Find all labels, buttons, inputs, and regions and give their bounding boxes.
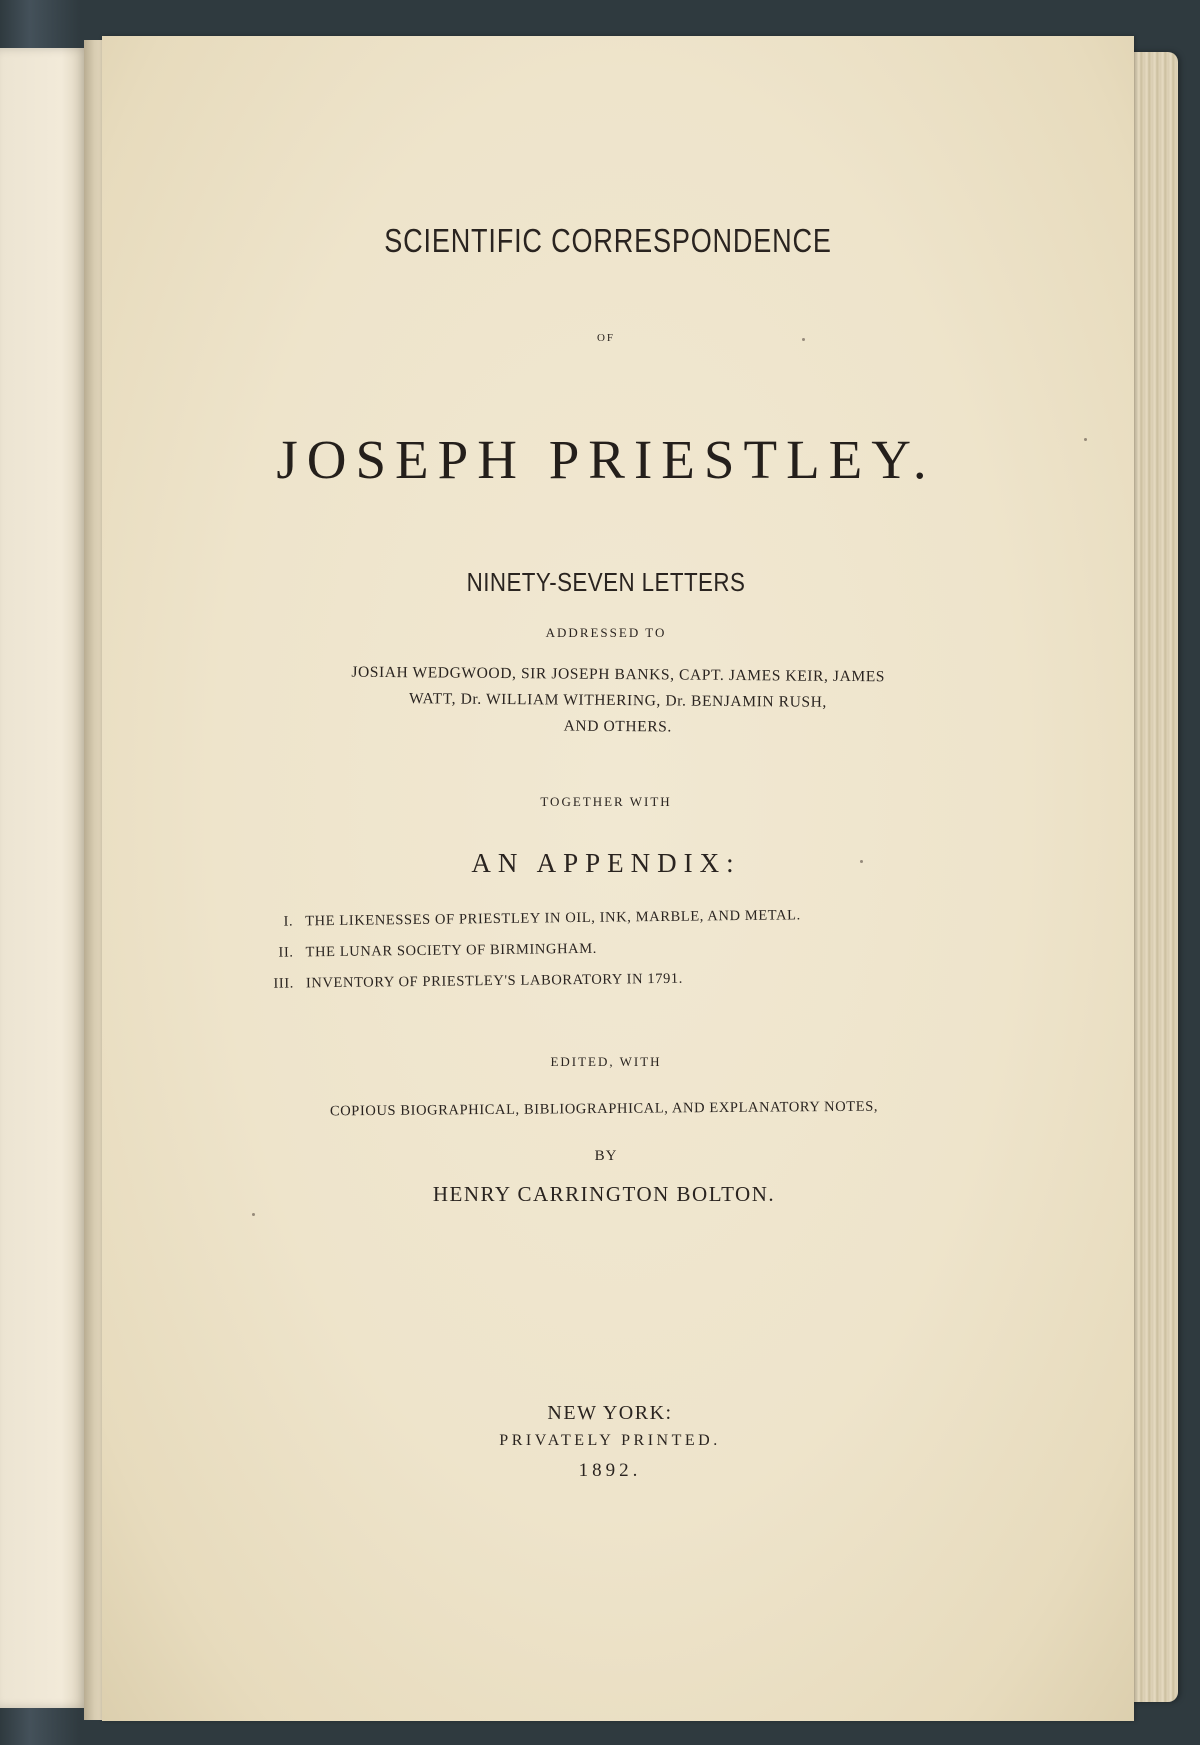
appendix-text: THE LUNAR SOCIETY OF BIRMINGHAM. <box>305 940 597 961</box>
appendix-item <box>252 961 892 1000</box>
paper-speck <box>802 338 805 341</box>
title-page <box>102 36 1134 1721</box>
paper-speck <box>252 1213 255 1216</box>
main-title: JOSEPH PRIESTLEY. <box>276 429 936 490</box>
subtitle: NINETY-SEVEN LETTERS <box>466 567 746 597</box>
paper-speck <box>1084 438 1087 441</box>
together-with: TOGETHER WITH <box>540 794 672 809</box>
appendix-text: INVENTORY OF PRIESTLEY'S LABORATORY IN 1791. <box>305 970 684 992</box>
paper-speck <box>860 860 863 863</box>
imprint-year: 1892. <box>578 1460 642 1481</box>
recipients-line: WATT, Dr. WILLIAM WITHERING, Dr. BENJAMIN RUSH, <box>409 690 827 711</box>
left-flyleaf <box>0 48 88 1708</box>
title-of: OF <box>596 332 616 344</box>
title-line-1: SCIENTIFIC CORRESPONDENCE <box>384 222 832 259</box>
appendix-numeral: III. <box>273 975 295 992</box>
appendix-text: THE LIKENESSES OF PRIESTLEY IN OIL, INK, MARBLE, AND METAL. <box>305 907 801 930</box>
appendix-numeral: II. <box>278 944 294 961</box>
appendix-list <box>251 899 892 1000</box>
by-line: BY <box>594 1148 618 1164</box>
notes-line: COPIOUS BIOGRAPHICAL, BIBLIOGRAPHICAL, AND EXPLANATORY NOTES, <box>329 1098 879 1120</box>
imprint-place: NEW YORK: <box>547 1402 673 1424</box>
recipients-line: JOSIAH WEDGWOOD, SIR JOSEPH BANKS, CAPT. JAMES KEIR, JAMES <box>351 663 886 686</box>
recipients-line: AND OTHERS. <box>563 717 672 736</box>
addressed-to: ADDRESSED TO <box>545 625 667 640</box>
recipients-block <box>102 657 1135 744</box>
author-name: HENRY CARRINGTON BOLTON. <box>432 1182 776 1206</box>
appendix-heading: AN APPENDIX: <box>471 848 741 878</box>
imprint-publisher: PRIVATELY PRINTED. <box>499 1432 721 1449</box>
appendix-numeral: I. <box>283 913 294 930</box>
edited-with: EDITED, WITH <box>550 1054 662 1069</box>
